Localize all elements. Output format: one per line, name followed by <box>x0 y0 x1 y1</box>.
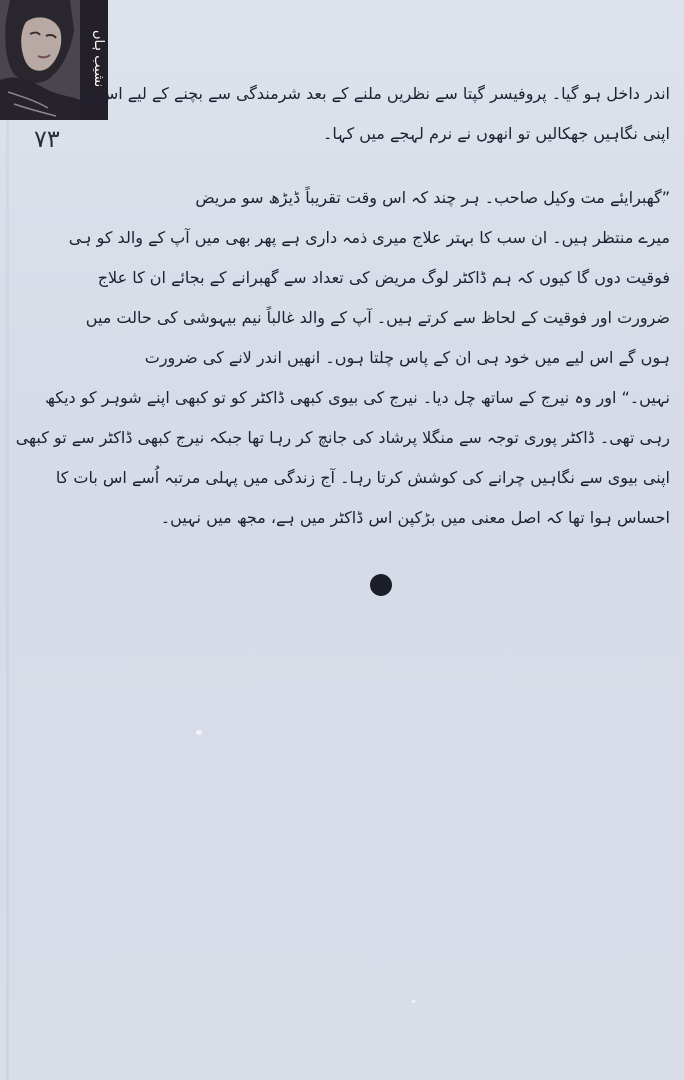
book-title-vertical: نشیب ہاں <box>91 30 106 88</box>
paragraph-1 <box>79 74 670 154</box>
text-line: میرے منتظر ہیں۔ ان سب کا بہتر علاج میری ذمہ داری ہے پھر بھی میں آپ کے والد کو ہی <box>68 228 670 247</box>
paper-speck <box>412 1000 415 1003</box>
text-line: نہیں۔“ اور وہ نیرج کے ساتھ چل دیا۔ نیرج کی بیوی کبھی ڈاکٹر کو تو کبھی اپنے شوہر کو دیکھ <box>45 388 670 407</box>
text-line: اندر داخل ہو گیا۔ پروفیسر گپتا سے نظریں ملنے کے بعد شرمندگی سے بچنے کے لیے اس نے <box>79 84 670 103</box>
page-edge-shadow <box>6 0 9 1080</box>
text-line: اپنی نگاہیں جھکالیں تو انھوں نے نرم لہجے میں کہا۔ <box>322 124 670 143</box>
text-line: رہی تھی۔ ڈاکٹر پوری توجہ سے منگلا پرشاد کی جانچ کر رہا تھا جبکہ نیرج کبھی ڈاکٹر سے تو کبھی <box>15 428 670 447</box>
text-line: ہوں گے اس لیے میں خود ہی ان کے پاس چلتا ہوں۔ انھیں اندر لانے کی ضرورت <box>144 348 670 367</box>
paragraph-2 <box>15 178 670 538</box>
text-line: احساس ہوا تھا کہ اصل معنی میں بڑکپن اس ڈاکٹر میں ہے، مجھ میں نہیں۔ <box>160 508 670 527</box>
text-line: اپنی بیوی سے نگاہیں چرانے کی کوشش کرتا رہا۔ آج زندگی میں پہلی مرتبہ اُسے اس بات کا <box>55 468 670 487</box>
text-line: ”گھبرایئے مت وکیل صاحب۔ ہر چند کہ اس وقت تقریباً ڈیڑھ سو مریض <box>195 188 670 207</box>
text-line: ضرورت اور فوقیت کے لحاظ سے کرتے ہیں۔ آپ کے والد غالباً نیم بیہوشی کی حالت میں <box>85 308 670 327</box>
filled-circle-ornament-icon <box>370 574 392 596</box>
paper-speck <box>196 730 202 735</box>
text-line: فوقیت دوں گا کیوں کہ ہم ڈاکٹر لوگ مریض کی تعداد سے گھبرانے کے بجائے ان کا علاج <box>97 268 670 287</box>
page-number: ۷۳ <box>34 125 60 153</box>
